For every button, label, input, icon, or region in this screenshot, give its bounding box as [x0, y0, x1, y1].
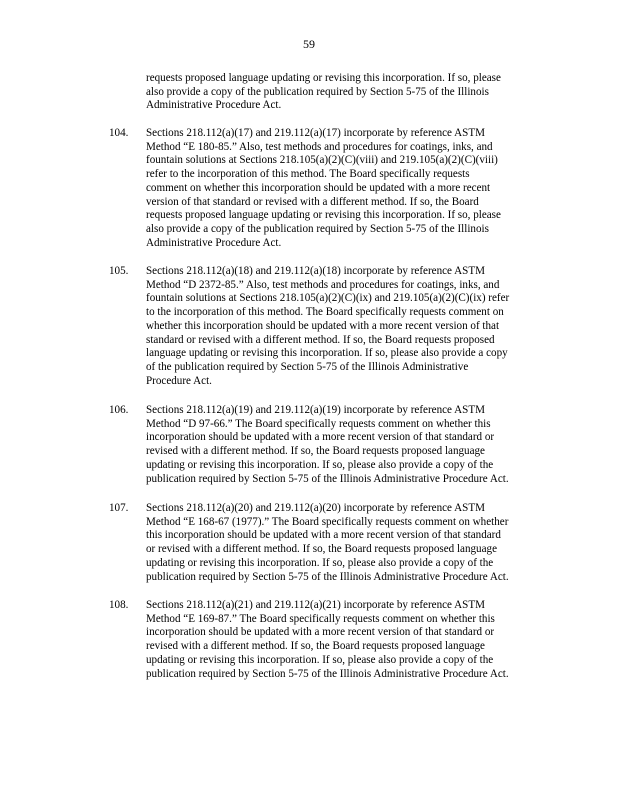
- text-line: comment on whether this incorporation should be updated with a more recent: [146, 181, 491, 194]
- continuation-paragraph: [146, 72, 501, 113]
- text-line: updating or revising this incorporation. If so, please also provide a copy of the: [146, 458, 494, 471]
- text-line: publication required by Section 5-75 of the Illinois Administrative Procedure Act.: [146, 570, 509, 583]
- paragraph-number: 107.: [109, 502, 129, 514]
- text-line: fountain solutions at Sections 218.105(a)(2)(C)(ix) and 219.105(a)(2)(C)(ix) refer: [146, 292, 510, 305]
- paragraph-number: 105.: [109, 265, 129, 277]
- text-line: Sections 218.112(a)(20) and 219.112(a)(20) incorporate by reference ASTM: [146, 502, 485, 514]
- text-line: Method “E 180-85.” Also, test methods and procedures for coatings, inks, and: [146, 140, 493, 153]
- paragraph-108: [109, 599, 509, 681]
- text-line: Sections 218.112(a)(21) and 219.112(a)(21) incorporate by reference ASTM: [146, 599, 485, 611]
- text-line: revised with a different method. If so, the Board requests proposed language: [146, 445, 485, 458]
- text-line: version of that standard or revised with a different method. If so, the Board: [146, 195, 479, 208]
- text-line: Administrative Procedure Act.: [146, 99, 282, 112]
- paragraph-107: [109, 502, 509, 584]
- text-line: revised with a different method. If so, the Board requests proposed language: [146, 640, 485, 653]
- text-line: Method “D 97-66.” The Board specifically requests comment on whether this: [146, 417, 491, 430]
- page-number: 59: [303, 37, 315, 51]
- text-line: also provide a copy of the publication required by Section 5-75 of the Illinois: [146, 222, 489, 235]
- text-line: incorporation should be updated with a more recent version of that standard or: [146, 431, 495, 444]
- text-line: fountain solutions at Sections 218.105(a)(2)(C)(viii) and 219.105(a)(2)(C)(viii): [146, 154, 498, 167]
- text-line: Sections 218.112(a)(18) and 219.112(a)(18) incorporate by reference ASTM: [146, 265, 485, 277]
- text-line: of the publication required by Section 5-75 of the Illinois Administrative: [146, 360, 469, 373]
- text-line: updating or revising this incorporation. If so, please also provide a copy of the: [146, 556, 494, 569]
- text-line: language updating or revising this incorporation. If so, please also provide a copy: [146, 347, 508, 360]
- text-line: incorporation should be updated with a more recent version of that standard or: [146, 626, 495, 639]
- text-line: Method “E 169-87.” The Board specifically requests comment on whether this: [146, 612, 495, 625]
- text-line: Sections 218.112(a)(19) and 219.112(a)(19) incorporate by reference ASTM: [146, 404, 485, 416]
- text-line: standard or revised with a different method. If so, the Board requests proposed: [146, 333, 495, 346]
- paragraph-105: [109, 265, 510, 388]
- paragraph-number: 108.: [109, 599, 129, 611]
- text-line: Procedure Act.: [146, 374, 212, 387]
- text-line: Method “D 2372-85.” Also, test methods and procedures for coatings, inks, and: [146, 278, 500, 291]
- text-line: Method “E 168-67 (1977).” The Board specifically requests comment on whether: [146, 515, 509, 528]
- text-line: or revised with a different method. If so, the Board requests proposed language: [146, 543, 497, 556]
- text-line: to the incorporation of this method. The Board specifically requests comment on: [146, 306, 504, 319]
- text-line: updating or revising this incorporation. If so, please also provide a copy of the: [146, 653, 494, 666]
- text-line: whether this incorporation should be updated with a more recent version of that: [146, 319, 500, 332]
- text-line: this incorporation should be updated with a more recent version of that standard: [146, 529, 501, 542]
- text-line: Administrative Procedure Act.: [146, 236, 282, 249]
- paragraph-number: 106.: [109, 404, 129, 416]
- text-line: publication required by Section 5-75 of the Illinois Administrative Procedure Act.: [146, 667, 509, 680]
- paragraph-number: 104.: [109, 127, 129, 139]
- paragraph-106: [109, 404, 509, 486]
- text-line: Sections 218.112(a)(17) and 219.112(a)(17) incorporate by reference ASTM: [146, 127, 485, 139]
- text-line: requests proposed language updating or revising this incorporation. If so, please: [146, 72, 501, 84]
- text-line: also provide a copy of the publication required by Section 5-75 of the Illinois: [146, 85, 489, 98]
- text-line: publication required by Section 5-75 of the Illinois Administrative Procedure Act.: [146, 472, 509, 485]
- text-line: refer to the incorporation of this method. The Board specifically requests: [146, 168, 470, 181]
- text-line: requests proposed language updating or revising this incorporation. If so, please: [146, 209, 501, 222]
- paragraph-104: [109, 127, 501, 250]
